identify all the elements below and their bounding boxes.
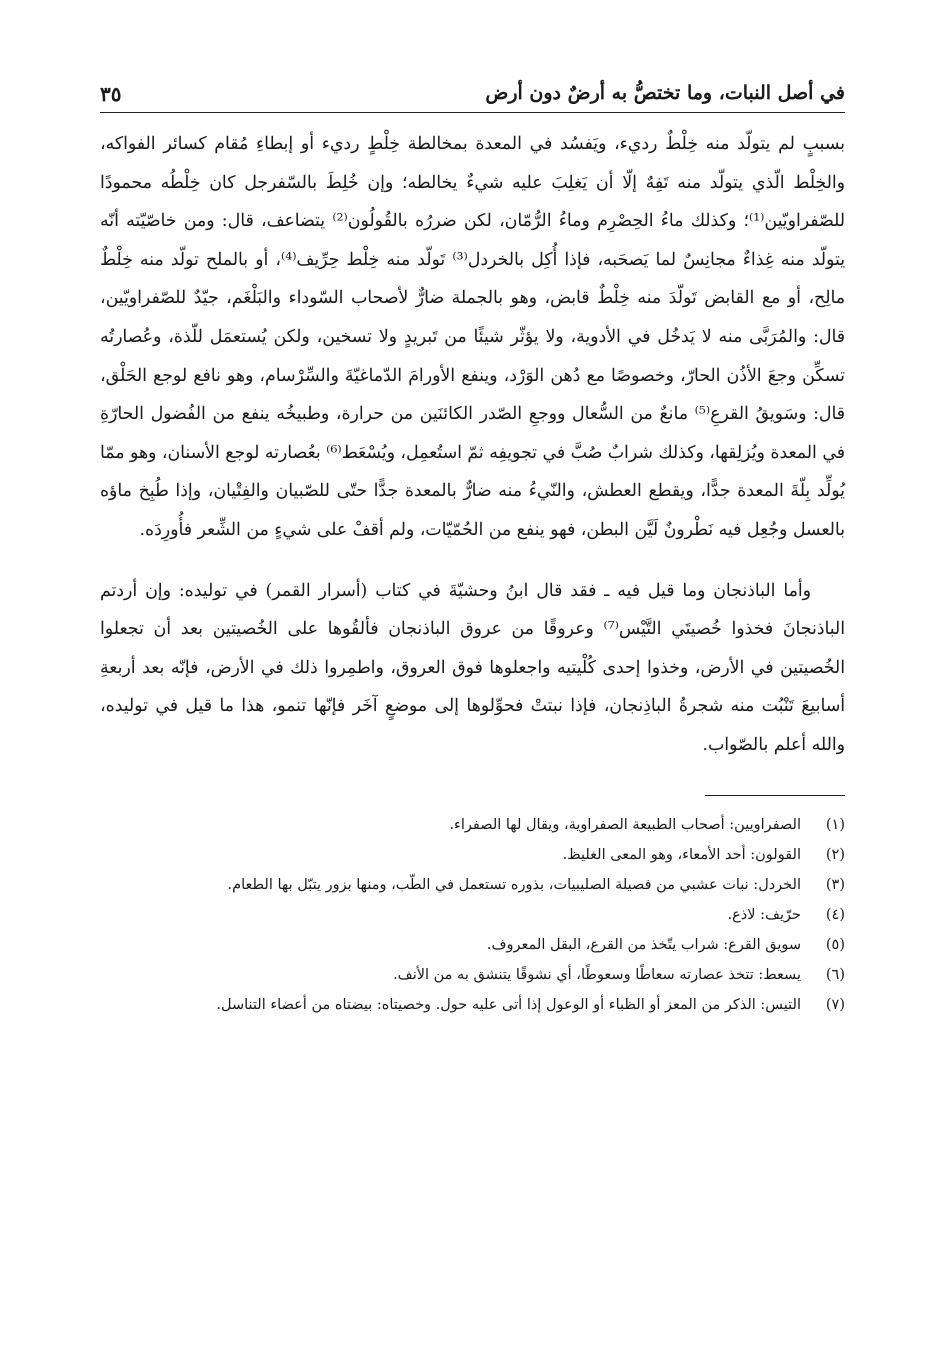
footnote-item bbox=[100, 810, 845, 840]
footnote-item bbox=[100, 900, 845, 930]
footnote-text: يسعط: تتخذ عصارته سعاطًا وسعوطًا، أي نشوقًا يتنشق به من الأنف. bbox=[393, 966, 801, 983]
footnote-text: التيس: الذكر من المعز أو الظباء أو الوعول إذا أتى عليه حول. وخصيتاه: بيضتاه من أعضاء التناسل. bbox=[216, 996, 801, 1013]
book-page bbox=[100, 78, 845, 1020]
page-number: ٣٥ bbox=[100, 82, 122, 106]
footnote-text: سويق القرع: شراب يتّخذ من القرع، البقل المعروف. bbox=[486, 936, 801, 953]
footnote-item bbox=[100, 870, 845, 900]
footnote-separator bbox=[705, 795, 845, 796]
footnote-number: (٢) bbox=[825, 846, 845, 863]
body-paragraph: وأما الباذنجان وما قيل فيه ـ فقد قال ابنُ وحشيّةَ في كتاب (أسرار القمر) في توليده: وإن أردتم الباذنجانَ فخذوا خُصيتَي التَّيْس⁽⁷⁾ وعروقًا من عروق الباذنجان فألقُوها على الخُصيتين بعد أن تجعلوا الخُصيتين في الأرض، وخذوا إحدى كُلْيتيه واجعلوها فوق العروق، واطمِروا ذلك في الأرض، فإنّه بعد أربعةِ أسابيعَ تَنْبُت منه شجرةُ الباذِنجان، فإذا نبتتْ فحوِّلوها إلى موضعٍ آخَر فإنّها تنمو، هذا ما قيل في توليده، والله أعلم بالصّواب. bbox=[100, 580, 845, 755]
footnotes-list bbox=[100, 810, 845, 1020]
running-title: في أصل النبات، وما تختصُّ به أرضٌ دون أرض bbox=[485, 82, 845, 104]
footnote-item bbox=[100, 990, 845, 1020]
footnote-text: الخردل: نبات عشبي من فصيلة الصليبيات، بذوره تستعمل في الطّب، ومنها بزور يتبّل بها الطعام. bbox=[227, 876, 801, 893]
footnote-text: القولون: أحد الأمعاء، وهو المعى الغليظ. bbox=[562, 846, 801, 863]
footnote-number: (٥) bbox=[825, 936, 845, 953]
footnote-number: (٧) bbox=[825, 996, 845, 1013]
footnote-number: (٣) bbox=[825, 876, 845, 893]
footnote-text: الصفراويين: أصحاب الطبيعة الصفراوية، ويقال لها الصفراء. bbox=[449, 816, 801, 833]
footnote-item bbox=[100, 930, 845, 960]
footnote-number: (١) bbox=[825, 816, 845, 833]
footnote-item bbox=[100, 960, 845, 990]
footnote-item bbox=[100, 840, 845, 870]
body-paragraph: بسببٍ لم يتولّد منه خِلْطٌ رديء، ويَفسُد في المعدة بمخالطة خِلْطٍ رديء أو إبطاءِ مُقام كسائر الفواكه، والخِلْط الّذي يتولّد منه تَفِهٌ إلّا أن يَغلِبَ عليه شيءٌ يخالطه؛ وإن خُلِطَ بالسّفرجل كان خِلْطُه محمودًا للصّفراويّين⁽¹⁾؛ وكذلك ماءُ الحِصْرِم وماءُ الرُّمّان، لكن ضررُه بالقُولُون⁽²⁾ يتضاعف، قال: ومن خاصّيّته أنّه يتولّد منه غِذاءٌ مجانِسٌ لما يَصحَبه، فإذا أُكِل بالخردل⁽³⁾ تَولّد منه خِلْط حِرِّيف⁽⁴⁾، أو بالملح تولّد منه خِلْطٌ مالِح، أو مع القابض تَولّدَ منه خِلْطٌ قابض، وهو بالجملة ضارٌّ لأصحاب السّوداء والبَلْغَم، جيّدٌ للصّفراويّين، قال: والمُرَبَّى منه لا يَدخُل في الأدوية، ولا يؤثّر شيئًا من تَبريدٍ ولا تسخين، ولكن يُستعمَل للّذة، وعُصارتُه تسكِّن وجعَ الأذُن الحارّ، وخصوصًا مع دُهن الوَرْد، وينفع الأورامَ الدّماغيّةَ والسِّرْسام، وهو نافع لوجع الحَلْق، قال: وسَويقُ القرعِ⁽⁵⁾ مانعٌ من السُّعال ووجعِ الصّدر الكائنَين من حرارة، وطبيخُه ينفع من الفُضول الحارّةِ في المعدة ويُزلِقها، وكذلك شرابٌ صُبَّ في تجويفِه ثمّ استُعمِل، ويُسْعَط⁽⁶⁾ بعُصارته لوجع الأسنان، وهو ممّا يُولِّد بِلّةَ المعدة جدًّا، ويقطع العطش، والنّيءُ منه ضارٌّ بالمعدة جدًّا حتّى للصّبيان والفِتْيان، وإذا طُبِخ ماؤه بالعسل وجُعِل فيه نَطْرونٌ لَيَّن البطن، فهو ينفع من الحُمّيّات، ولم أقفْ على شيءٍ من الشِّعر فأُورِدَه. bbox=[100, 134, 846, 540]
running-header bbox=[100, 78, 845, 113]
footnote-number: (٦) bbox=[825, 966, 845, 983]
footnote-number: (٤) bbox=[825, 906, 845, 923]
footnote-text: حرّيف: لاذع. bbox=[727, 906, 801, 923]
